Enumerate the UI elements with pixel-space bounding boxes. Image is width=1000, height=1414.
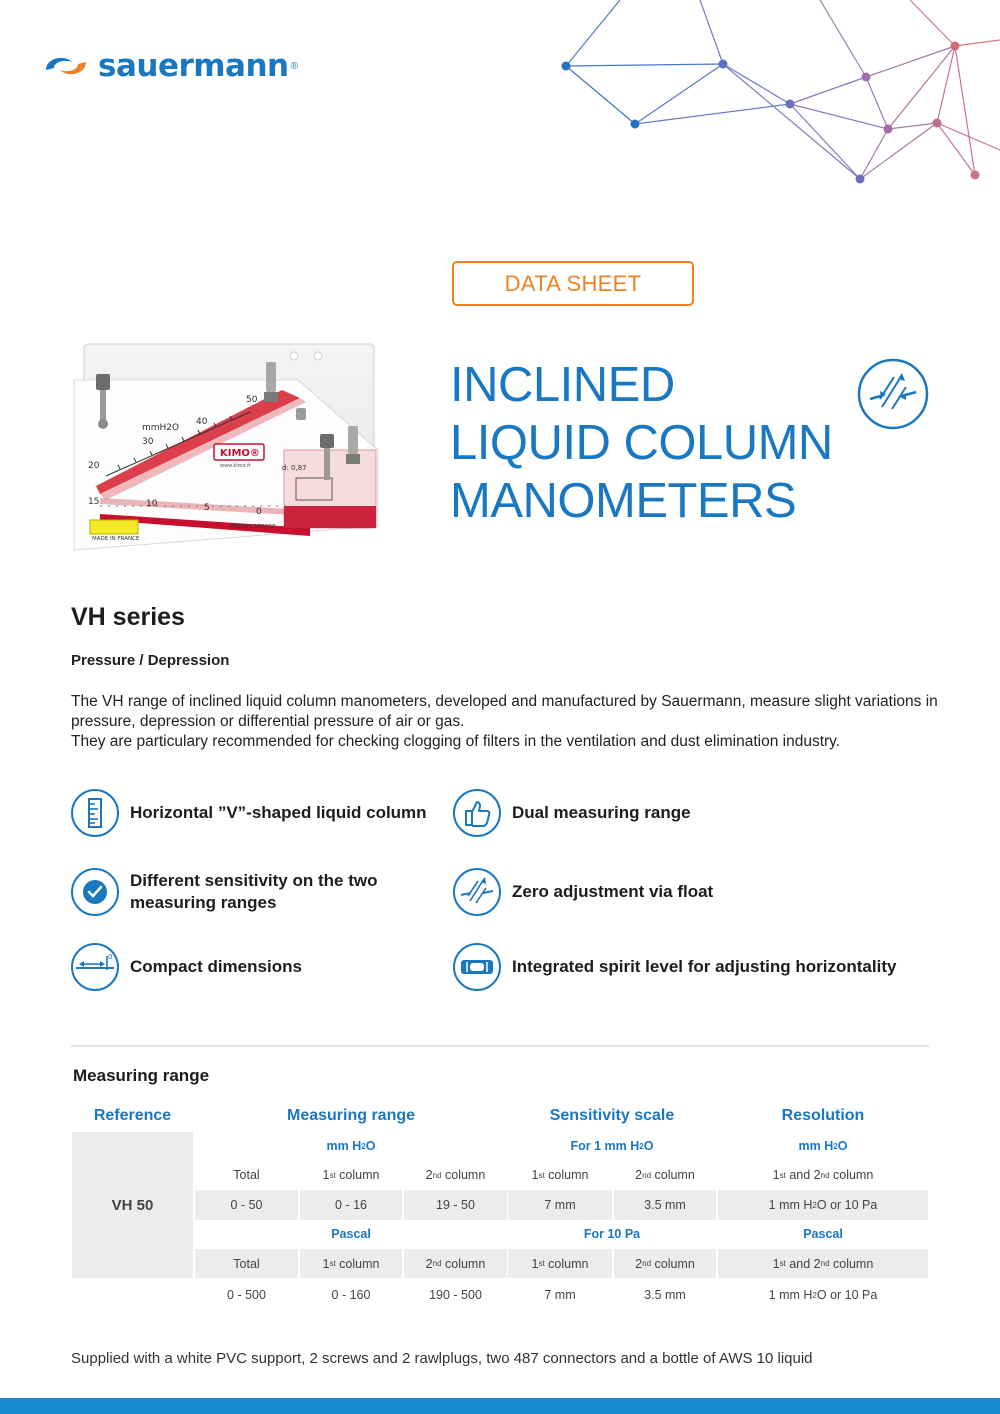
section-divider bbox=[71, 1045, 929, 1047]
sauermann-logo-icon bbox=[42, 50, 90, 82]
spirit-level-icon bbox=[452, 942, 502, 992]
mm-sens-second: 3.5 mm bbox=[614, 1190, 716, 1220]
feature-label: Dual measuring range bbox=[512, 803, 691, 822]
feature-item bbox=[70, 867, 390, 917]
pa-second-value: 190 - 500 bbox=[429, 1288, 482, 1302]
scale-lower-2: 10 bbox=[146, 499, 158, 509]
unit-pa-sensitivity: For 10 Pa bbox=[583, 1227, 641, 1241]
col-first: 1 st column bbox=[322, 1168, 380, 1182]
pa-sens-first: 7 mm bbox=[544, 1288, 576, 1302]
product-made-in: MADE IN FRANCE bbox=[92, 536, 140, 542]
unit-pa-range: Pascal bbox=[331, 1227, 371, 1241]
col-second: 2 nd column bbox=[614, 1249, 716, 1278]
col-second: 2 nd column bbox=[404, 1249, 507, 1278]
intro-line-1: The VH range of inclined liquid column manometers, developed and manufactured by Sauermann, measure slight variations in pressure, depression or differential pressure of air or gas. bbox=[71, 693, 938, 730]
feature-label: Different sensitivity on the two measuring ranges bbox=[130, 871, 378, 912]
product-units-label: mmH2O bbox=[142, 423, 180, 433]
feature-label: Integrated spirit level for adjusting horizontality bbox=[512, 957, 897, 976]
header-resolution: Resolution bbox=[781, 1107, 865, 1124]
col-first: 1 st column bbox=[300, 1249, 402, 1278]
pa-sens-second: 3.5 mm bbox=[644, 1288, 686, 1302]
unit-mm-resolution: mm H 2 O bbox=[798, 1139, 848, 1153]
measuring-range-title: Measuring range bbox=[73, 1066, 210, 1085]
product-brand-url: www.kimo.fr bbox=[220, 463, 251, 469]
supplied-with-note: Supplied with a white PVC support, 2 screws and 2 rawlplugs, two 487 connectors and a bottle of AWS 10 liquid bbox=[71, 1350, 813, 1367]
svg-text:0: 0 bbox=[108, 953, 113, 961]
scale-upper-2: 30 bbox=[142, 437, 154, 447]
col-first: 1 st column bbox=[531, 1168, 589, 1182]
feature-item bbox=[452, 867, 713, 917]
intro-line-2: They are particulary recommended for checking clogging of filters in the ventilation and dust elimination industry. bbox=[71, 733, 841, 750]
feature-item bbox=[452, 942, 896, 992]
col-second: 2 nd column bbox=[425, 1168, 486, 1182]
bottom-bar bbox=[0, 1398, 1000, 1414]
header-sensitivity: Sensitivity scale bbox=[549, 1107, 675, 1124]
feature-label: Compact dimensions bbox=[130, 957, 302, 976]
network-decoration bbox=[540, 0, 1000, 200]
col-total: Total bbox=[195, 1249, 298, 1278]
feature-item bbox=[70, 788, 427, 838]
product-density-label: d: 0,87 bbox=[282, 464, 307, 472]
reference-cell: VH 50 bbox=[72, 1132, 193, 1278]
pressure-arrows-icon bbox=[856, 357, 930, 431]
mm-total-value: 0 - 50 bbox=[195, 1190, 298, 1220]
scale-upper-4: 50 bbox=[246, 395, 258, 405]
zero-adjust-icon bbox=[452, 867, 502, 917]
intro-paragraph bbox=[71, 692, 951, 752]
unit-mm-range: mm H 2 O bbox=[326, 1139, 376, 1153]
dimensions-icon bbox=[70, 942, 120, 992]
feature-label: Horizontal ”V”-shaped liquid column bbox=[130, 803, 427, 822]
unit-mm-sensitivity: For 1 mm H 2 O bbox=[570, 1139, 654, 1153]
page-title bbox=[450, 356, 833, 530]
pa-first-value: 0 - 160 bbox=[331, 1288, 371, 1302]
mm-first-value: 0 - 16 bbox=[300, 1190, 402, 1220]
title-line-2: LIQUID COLUMN bbox=[450, 416, 833, 470]
mm-resolution-value: 1 mm H 2 O or 10 Pa bbox=[718, 1190, 928, 1220]
brand-name: sauermann bbox=[98, 48, 289, 84]
product-brand-label: KIMO® bbox=[220, 448, 260, 459]
col-both: 1 st and 2 nd column bbox=[772, 1168, 874, 1182]
sauermann-logo bbox=[42, 48, 298, 84]
feature-label: Zero adjustment via float bbox=[512, 882, 714, 901]
col-both: 1 st and 2 nd column bbox=[718, 1249, 928, 1278]
product-patent-label: BREVET DEPOSE bbox=[230, 524, 276, 530]
pa-resolution-value: 1 mm H 2 O or 10 Pa bbox=[768, 1288, 878, 1302]
scale-upper-1: 20 bbox=[88, 461, 100, 471]
scale-lower-4: 0 bbox=[256, 507, 262, 517]
col-total: Total bbox=[233, 1168, 260, 1182]
col-second: 2 nd column bbox=[635, 1168, 695, 1182]
col-first: 1 st column bbox=[508, 1249, 612, 1278]
scale-lower-1: 15 bbox=[88, 497, 100, 507]
scale-upper-3: 40 bbox=[196, 417, 208, 427]
feature-item bbox=[70, 942, 302, 992]
pa-total-value: 0 - 500 bbox=[227, 1288, 266, 1302]
series-heading: VH series bbox=[71, 603, 185, 631]
unit-pa-resolution: Pascal bbox=[803, 1227, 843, 1241]
mm-sens-first: 7 mm bbox=[508, 1190, 612, 1220]
manometer-product-image bbox=[70, 338, 382, 560]
data-sheet-badge: DATA SHEET bbox=[452, 261, 694, 306]
title-line-1: INCLINED bbox=[450, 358, 675, 412]
header-reference: Reference bbox=[93, 1107, 172, 1124]
ruler-scale-icon bbox=[70, 788, 120, 838]
feature-item bbox=[452, 788, 691, 838]
mm-second-value: 19 - 50 bbox=[404, 1190, 507, 1220]
scale-lower-3: 5 bbox=[204, 503, 210, 513]
checkmark-icon bbox=[70, 867, 120, 917]
series-subtitle: Pressure / Depression bbox=[71, 652, 230, 669]
title-line-3: MANOMETERS bbox=[450, 474, 797, 528]
header-measuring-range: Measuring range bbox=[286, 1107, 416, 1124]
registered-mark: ® bbox=[290, 60, 298, 72]
thumbs-up-icon bbox=[452, 788, 502, 838]
